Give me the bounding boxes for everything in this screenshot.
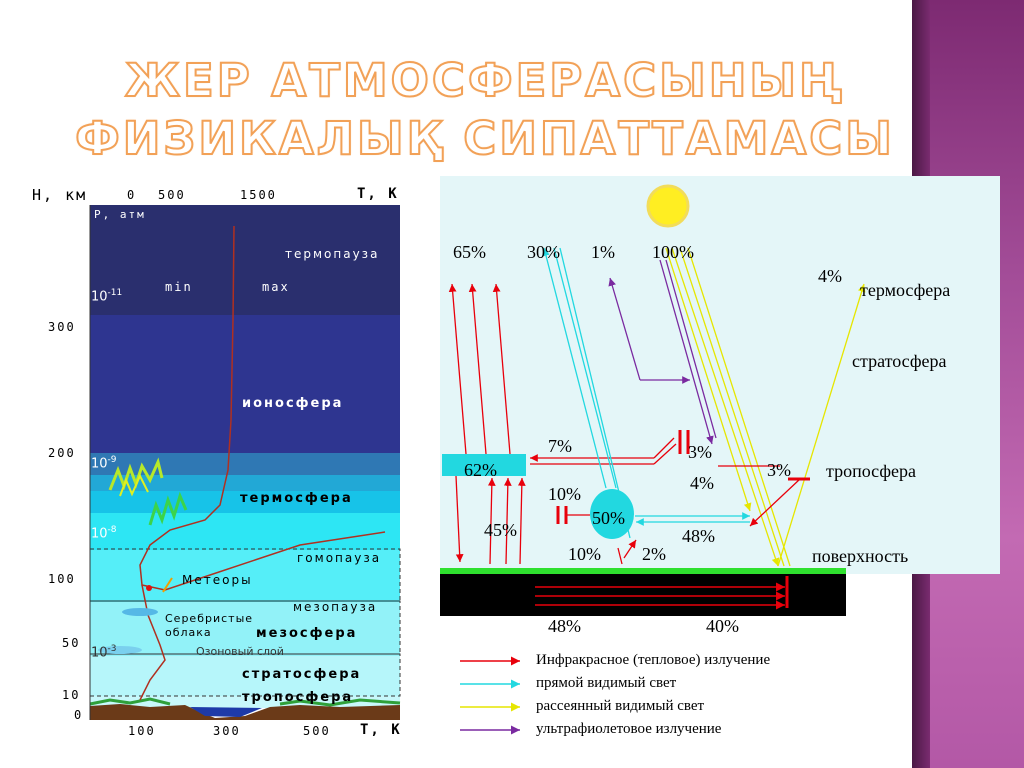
- percent-48-b: 48%: [548, 616, 581, 636]
- height-tick-10: 10: [62, 688, 81, 702]
- temperature-axis-label-top: T, K: [357, 186, 399, 202]
- height-tick-200: 200: [48, 446, 76, 460]
- radiation-balance-diagram: [440, 176, 1000, 768]
- height-tick-0: 0: [74, 708, 84, 722]
- legend-infrared: Инфракрасное (тепловое) излучение: [536, 652, 771, 668]
- percent-30: 30%: [527, 242, 560, 262]
- ozone-layer-label: Озоновый слой: [196, 645, 284, 658]
- max-label: max: [262, 280, 290, 294]
- top-tick-500: 500: [158, 188, 186, 202]
- height-tick-300: 300: [48, 320, 76, 334]
- height-axis-label: H, км: [32, 186, 88, 204]
- zone-stratosphere: стратосфера: [852, 351, 947, 371]
- temperature-axis-label-bottom: T, K: [360, 722, 402, 738]
- percent-4-mid: 4%: [690, 473, 714, 493]
- zone-surface: поверхность: [812, 546, 909, 566]
- percent-65: 65%: [453, 242, 486, 262]
- percent-100: 100%: [652, 242, 694, 262]
- bottom-tick-500: 500: [303, 724, 331, 738]
- percent-1: 1%: [591, 242, 615, 262]
- min-label: min: [165, 280, 193, 294]
- bottom-tick-300: 300: [213, 724, 241, 738]
- legend-ultraviolet: ультрафиолетовое излучение: [536, 721, 722, 737]
- layer-mesosphere: мезосфера: [256, 626, 358, 641]
- percent-45: 45%: [484, 520, 517, 540]
- pressure-1e-9: $10^{-9}$: [91, 455, 117, 472]
- layer-troposphere: тропосфера: [242, 690, 354, 705]
- layer-mesopause: мезопауза: [293, 600, 378, 614]
- noctilucent-clouds-label-2: облака: [165, 626, 212, 639]
- top-tick-1500: 1500: [240, 188, 277, 202]
- percent-62: 62%: [464, 460, 497, 480]
- zone-troposphere: тропосфера: [826, 461, 917, 481]
- percent-3-a: 3%: [688, 442, 712, 462]
- top-tick-0: 0: [127, 188, 137, 202]
- pressure-1e-8: $10^{-8}$: [91, 525, 117, 542]
- atmosphere-layers-chart: [0, 0, 420, 768]
- percent-2: 2%: [642, 544, 666, 564]
- layer-ionosphere: ионосфера: [242, 396, 344, 411]
- percent-10-b: 10%: [568, 544, 601, 564]
- zone-thermosphere: термосфера: [860, 280, 951, 300]
- percent-3-b: 3%: [767, 460, 791, 480]
- pressure-1e-3: $10^{-3}$: [91, 644, 117, 661]
- pressure-label: P, атм: [94, 208, 146, 221]
- bottom-tick-100: 100: [128, 724, 156, 738]
- legend-direct-visible: прямой видимый свет: [536, 675, 677, 691]
- height-tick-50: 50: [62, 636, 81, 650]
- height-tick-100: 100: [48, 572, 76, 586]
- title-line-1: ЖЕР АТМОСФЕРАСЫНЫҢ: [124, 54, 846, 107]
- percent-7: 7%: [548, 436, 572, 456]
- percent-4-top: 4%: [818, 266, 842, 286]
- layer-thermosphere: термосфера: [240, 491, 353, 506]
- layer-stratosphere: стратосфера: [242, 667, 362, 682]
- pressure-1e-11: $10^{-11}$: [91, 288, 123, 305]
- layer-homopause: гомопауза: [297, 551, 382, 565]
- noctilucent-clouds-label-1: Серебристые: [165, 612, 254, 625]
- percent-48-a: 48%: [682, 526, 715, 546]
- legend-scattered-visible: рассеянный видимый свет: [536, 698, 705, 714]
- percent-50: 50%: [592, 508, 625, 528]
- meteors-label: Метеоры: [182, 573, 253, 587]
- percent-40: 40%: [706, 616, 739, 636]
- title-line-2: ФИЗИКАЛЫҚ СИПАТТАМАСЫ: [75, 112, 895, 165]
- layer-thermopause: термопауза: [285, 247, 380, 261]
- percent-10-a: 10%: [548, 484, 581, 504]
